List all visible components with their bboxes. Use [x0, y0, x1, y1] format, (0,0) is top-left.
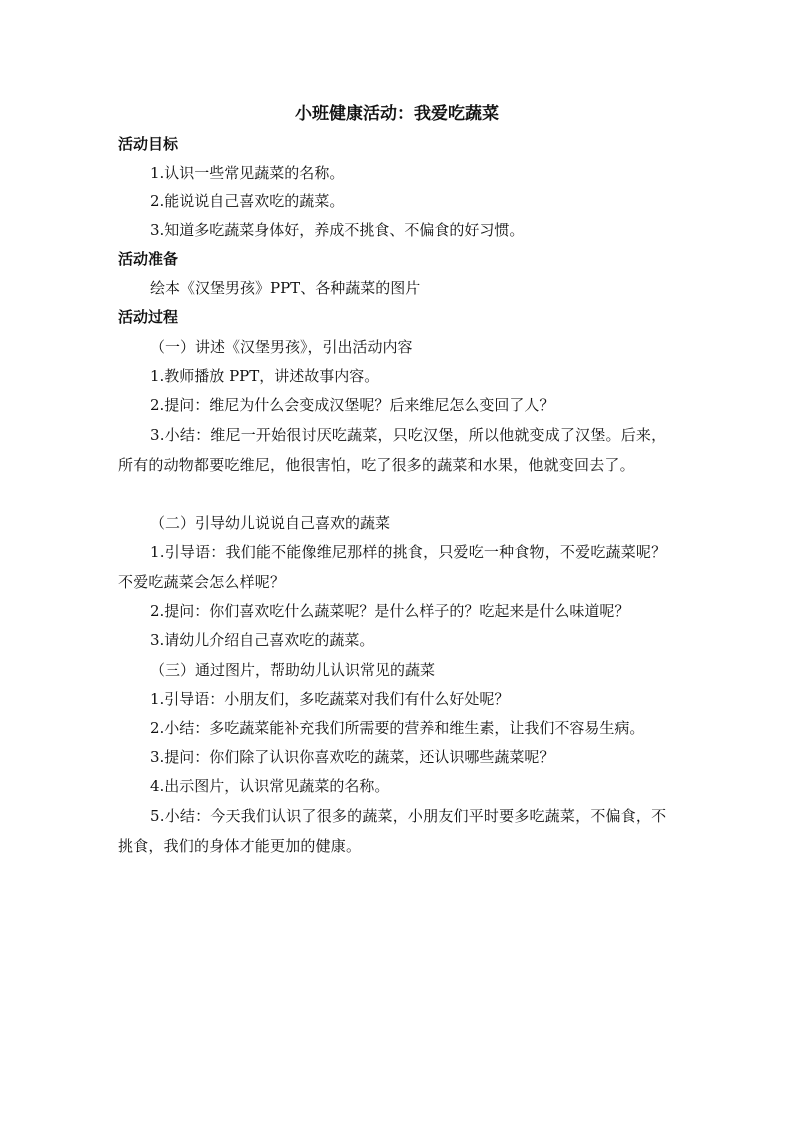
part3-item: 1.引导语：小朋友们，多吃蔬菜对我们有什么好处呢？ — [150, 690, 510, 708]
section-heading-prep: 活动准备 — [118, 250, 179, 268]
prep-text: 绘本《汉堡男孩》PPT、各种蔬菜的图片 — [150, 279, 421, 297]
part3-item: 3.提问：你们除了认识你喜欢吃的蔬菜，还认识哪些蔬菜呢？ — [150, 748, 555, 766]
part1-item: 3.小结：维尼一开始很讨厌吃蔬菜，只吃汉堡，所以他就变成了汉堡。后来，所有的动物都要吃维尼，他很害怕，吃了很多的蔬菜和水果，他就变回去了。 — [118, 426, 667, 474]
part2-item: 3.请幼儿介绍自己喜欢吃的蔬菜。 — [150, 631, 375, 649]
part3-item: 5.小结：今天我们认识了很多的蔬菜，小朋友们平时要多吃蔬菜，不偏食，不挑食，我们的身体才能更加的健康。 — [118, 807, 667, 855]
part1-item: 2.提问：维尼为什么会变成汉堡呢？后来维尼怎么变回了人？ — [150, 396, 555, 414]
part3-item: 2.小结：多吃蔬菜能补充我们所需要的营养和维生素，让我们不容易生病。 — [150, 719, 645, 737]
section-heading-goals: 活动目标 — [118, 135, 179, 153]
document-title: 小班健康活动：我爱吃蔬菜 — [295, 104, 499, 124]
part1-title: （一）讲述《汉堡男孩》，引出活动内容 — [150, 338, 413, 356]
goal-item: 2.能说说自己喜欢吃的蔬菜。 — [150, 192, 345, 210]
part3-title: （三）通过图片，帮助幼儿认识常见的蔬菜 — [150, 661, 436, 679]
part2-item: 1.引导语：我们能不能像维尼那样的挑食，只爱吃一种食物，不爱吃蔬菜呢？不爱吃蔬菜会怎么样呢？ — [118, 543, 667, 591]
part2-item: 2.提问：你们喜欢吃什么蔬菜呢？是什么样子的？吃起来是什么味道呢？ — [150, 602, 630, 620]
section-heading-process: 活动过程 — [118, 308, 179, 326]
goal-item: 3.知道多吃蔬菜身体好，养成不挑食、不偏食的好习惯。 — [150, 221, 525, 239]
part3-item: 4.出示图片，认识常见蔬菜的名称。 — [150, 777, 390, 795]
goal-item: 1.认识一些常见蔬菜的名称。 — [150, 164, 345, 182]
part2-title: （二）引导幼儿说说自己喜欢的蔬菜 — [150, 514, 391, 532]
part1-item: 1.教师播放 PPT，讲述故事内容。 — [150, 367, 380, 385]
